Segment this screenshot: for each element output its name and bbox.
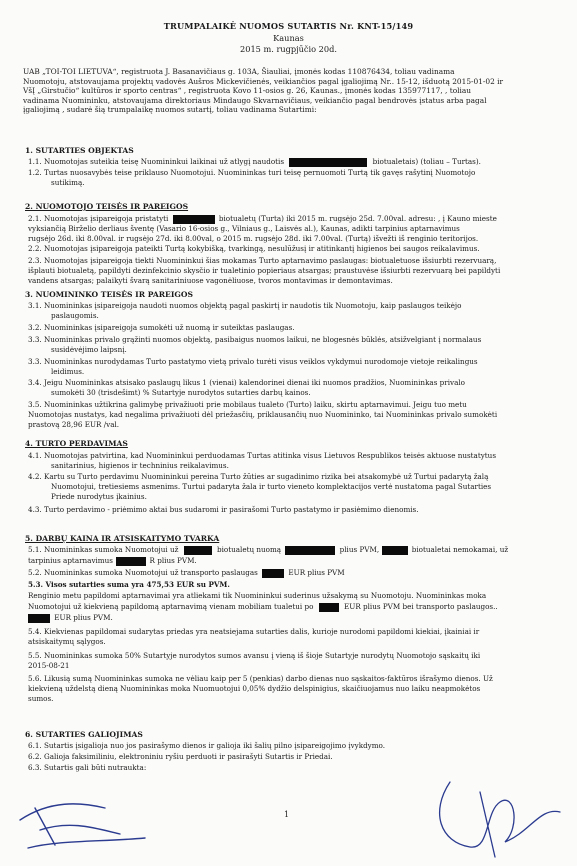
- clause-line: susidėvėjimo laipsnį.: [51, 345, 127, 354]
- clause-line: [28, 613, 564, 623]
- redaction-block: [382, 546, 408, 555]
- clause-line: 5.5. Nuomininkas sumoka 50% Sutartyje nurodytos sumos avansu į vieną iš šioje Sutartyje nurodytų Nuomotojo sąskaitų iki: [28, 651, 481, 660]
- clause-line: [28, 602, 564, 612]
- clause-text: biotualetai nemokamai, už: [411, 545, 509, 554]
- right-signature: [410, 772, 570, 862]
- redaction-block: [319, 603, 339, 612]
- left-signature: [10, 790, 160, 860]
- document-date: 2015 m. rugpjūčio 20d.: [240, 44, 337, 54]
- intro-line: vadinama Nuomininku, atstovaujama direktoriaus Mindaugo Skvarnavičiaus, veikiančio pagal bendrovės įstatus arba pagal: [23, 95, 487, 105]
- redaction-block: [285, 546, 335, 555]
- clause-line: išplauti biotualetą, papildyti dezinfekcinio skysčio ir tualetinio popieriaus atsargas; praustuvėse išsiurbti rezervuarą bei papildyti: [28, 266, 501, 275]
- clause-line: 2015-08-21: [28, 661, 70, 670]
- clause-line: 4.2. Kartu su Turto perdavimu Nuomininkui pereina Turto žūties ar sugadinimo rizika bei atsakomybė už Turtui padarytą žalą: [28, 472, 489, 481]
- clause-line: [28, 157, 564, 167]
- page-number: 1: [284, 810, 290, 819]
- clause-line: [28, 568, 564, 578]
- clause-text: biotualetų nuomą: [216, 545, 282, 554]
- clause-text: biotualetų (Turta) iki 2015 m. rugsėjo 25d. 7.00val. adresu: , į Kauno mieste: [218, 214, 497, 223]
- clause-line: [28, 545, 564, 555]
- clause-text: 5.2. Nuomininkas sumoka Nuomotojui už transporto paslaugas: [28, 568, 258, 577]
- section-heading: 3. NUOMININKO TEISĖS IR PAREIGOS: [25, 290, 193, 299]
- clause-text: EUR plius PVM: [288, 568, 345, 577]
- clause-text: EUR plius PVM bei transporto paslaugos..: [344, 602, 498, 611]
- clause-line: 5.4. Kiekvienas papildomai sudarytas priedas yra neatsiejama sutarties dalis, kurioje nurodomi papildomi kiekiai, įkainiai ir: [28, 627, 480, 636]
- redaction-block: [116, 557, 146, 566]
- clause-line: 3.5. Nuomininkas užtikrina galimybę privažiuoti prie mobilaus tualeto (Turto) laiku, skirtu aptarnavimui. Jeigu tuo metu: [28, 400, 467, 409]
- clause-line: prastovą 28,96 EUR /val.: [28, 420, 120, 429]
- clause-line: 6.3. Sutartis gali būti nutraukta:: [28, 763, 147, 772]
- clause-text: tarpinius aptarnavimus: [28, 556, 113, 565]
- document-city: Kaunas: [273, 33, 304, 43]
- clause-line: Nuomotojui, tretiesiems asmenims. Turtui padaryta žala ir turto vieneto komplektacijos vertė nustatoma pagal Sutarties: [51, 482, 492, 491]
- intro-paragraph: [23, 67, 563, 115]
- clause-line: sutikimą.: [51, 178, 85, 187]
- clause-line: sumos.: [28, 694, 54, 703]
- clause-text: Nuomotojui už kiekvieną papildomą aptarnavimą vienam mobiliam tualetui po: [28, 602, 314, 611]
- intro-line: UAB „TOI-TOI LIETUVA“, registruota J. Basanavičiaus g. 103A, Šiauliai, įmonės kodas 110876434, toliau vadinama: [23, 67, 455, 76]
- clause-line: leidimus.: [51, 367, 85, 376]
- clause-text: 2.1. Nuomotojas įsipareigoja pristatyti: [28, 214, 169, 223]
- clause-line: vyksiančią Birželio derliaus šventę (Vasario 16-osios g., Vilniaus g., Laisvės al.), Kaunas, adikti tarpinius aptarnavimus: [28, 224, 460, 233]
- clause-line: 2.2. Nuomotojas įsipareigoja pateikti Turtą kokybišką, tvarkingą, nesulūžusį ir atitinkantį higienos bei saugos reikalavimus.: [28, 244, 480, 253]
- clause-line: 6.1. Sutartis įsigalioja nuo jos pasirašymo dienos ir galioja iki šalių pilno įsipareigojimo įvykdymo.: [28, 741, 386, 750]
- redaction-block: [289, 158, 367, 167]
- clause-line: 3.1. Nuomininkas įsipareigoja naudoti nuomos objektą pagal paskirtį ir naudotis tik Nuomotoju, kaip paslaugos teikėjo: [28, 301, 462, 310]
- clause-line: kiekvieną uždelstą dieną Nuomininkas moka Nuomuotojui 0,05% dydžio delspinigius, skaičiuojamus nuo laiku neapmokėtos: [28, 684, 481, 693]
- intro-line: VšĮ „Girstučio“ kultūros ir sporto centras“ , registruota Kovo 11-osios g. 26, Kaunas., įmonės kodas 135977117, , toliau: [23, 86, 472, 96]
- redaction-block: [173, 215, 215, 224]
- clause-text: EUR plius PVM.: [54, 613, 113, 622]
- document-title: TRUMPALAIKĖ NUOMOS SUTARTIS Nr. KNT-15/149: [163, 21, 414, 31]
- clause-text: 1.1. Nuomotojas suteikia teisę Nuomininkui laikinai už atlygį naudotis: [28, 157, 285, 166]
- clause-line: 3.3. Nuomininkas nurodydamas Turto pastatymo vietą privalo turėti visus veiklos vykdymui nurodomoje vietoje reikalingus: [28, 357, 478, 366]
- intro-line: įgaliojimą , sudarė šią trumpalaikę nuomos sutartį, toliau vadinama Sutartimi:: [23, 105, 317, 115]
- clause-line: 2.3. Nuomotojas įsipareigoja tiekti Nuomininkui šias mokamas Turto aptarnavimo paslaugas: biotualetuose išsiurbti rezervuarą,: [28, 256, 497, 265]
- section-heading-text: 2. NUOMOTOJO TEISĖS IR PAREIGOS: [25, 202, 189, 211]
- section-heading-text: 5. DARBŲ KAINA IR ATSISKAITYMO TVARKA: [25, 534, 220, 543]
- clause-line: rugsėjo 26d. iki 8.00val. ir rugsėjo 27d. iki 8.00val, o 2015 m. rugsėjo 28d. iki 7.00val. (Turtą) išvežti iš renginio teritorijos.: [28, 234, 479, 243]
- clause-text: biotualetais) (toliau – Turtas).: [372, 157, 481, 166]
- redaction-block: [184, 546, 212, 555]
- clause-line: 3.3. Nuomininkas privalo grąžinti nuomos objektą, pasibaigus nuomos laikui, ne blogesnės būklės, atsižvelgiant į normalaus: [28, 335, 482, 344]
- section-heading: 1. SUTARTIES OBJEKTAS: [25, 146, 134, 155]
- clause-line: 3.4. Jeigu Nuomininkas atsisako paslaugų likus 1 (vienai) kalendorinei dienai iki nuomos pradžios, Nuomininkas privalo: [28, 378, 465, 387]
- intro-line: Nuomotoju, atstovaujama projektų vadovės Aušros Mickevičienės, veikiančios pagal įgaliojimą Nr.. 15-12, išduotą 2015-01-02 ir: [23, 76, 504, 86]
- clause-line: paslaugomis.: [51, 311, 99, 320]
- section-heading: [25, 439, 128, 448]
- clause-line: sumokėti 30 (trisdešimt) % Sutartyje nurodytos sutarties darbų kainos.: [51, 388, 311, 397]
- redaction-block: [262, 569, 284, 578]
- section-heading: [25, 534, 219, 543]
- redaction-block: [28, 614, 50, 623]
- clause-line: sanitarinius, higienos ir techninius reikalavimus.: [51, 461, 229, 470]
- clause-text: R plius PVM.: [149, 556, 197, 565]
- clause-line: atsiskaitymų sąlygos.: [28, 637, 106, 646]
- clause-line: 5.3. Visos sutarties suma yra 475,53 EUR su PVM.: [28, 580, 230, 589]
- clause-text: plius PVM,: [339, 545, 380, 554]
- clause-line: [28, 556, 564, 566]
- clause-line: 4.3. Turto perdavimo - priėmimo aktai bus sudaromi ir pasirašomi Turto pastatymo ir pasiėmimo dienomis.: [28, 505, 419, 514]
- clause-line: [28, 214, 564, 224]
- clause-line: Renginio metu papildomi aptarnavimai yra atliekami tik Nuomininkui suderinus užsakymą su Nuomotoju. Nuomininkas moka: [28, 591, 487, 600]
- clause-line: 6.2. Galioja faksimiliniu, elektroniniu ryšiu perduoti ir pasirašyti Sutartis ir Priedai.: [28, 752, 333, 761]
- section-heading: 6. SUTARTIES GALIOJIMAS: [25, 730, 143, 739]
- section-heading: [25, 202, 188, 211]
- clause-line: 5.6. Likusią sumą Nuomininkas sumoka ne vėliau kaip per 5 (penkias) darbo dienas nuo sąskaitos-faktūros išrašymo dienos. Už: [28, 674, 493, 683]
- clause-line: 1.2. Turtas nuosavybės teise priklauso Nuomotojui. Nuomininkas turi teisę pernuomoti Turtą tik gavęs rašytinį Nuomotojo: [28, 168, 476, 177]
- clause-line: 4.1. Nuomotojas patvirtina, kad Nuomininkui perduodamas Turtas atitinka visus Lietuvos Respublikos teisės aktuose nustatytus: [28, 451, 497, 460]
- clause-line: Nuomotojas nustatys, kad negalima privažiuoti dėl priežasčių, priklausančių nuo Nuomininko, tai Nuomininkas privalo sumokėti: [28, 410, 498, 419]
- clause-line: Priede nurodytus įkainius.: [51, 492, 147, 501]
- clause-line: 3.2. Nuomininkas įsipareigoja sumokėti už nuomą ir suteiktas paslaugas.: [28, 323, 295, 332]
- clause-text: 5.1. Nuomininkas sumoka Nuomotojui už: [28, 545, 179, 554]
- section-heading-text: 4. TURTO PERDAVIMAS: [25, 439, 128, 448]
- clause-line: vandens atsargas; palaikyti švarą sanitariniuose vagonėliuose, tvoros montavimas ir demontavimas.: [28, 276, 393, 285]
